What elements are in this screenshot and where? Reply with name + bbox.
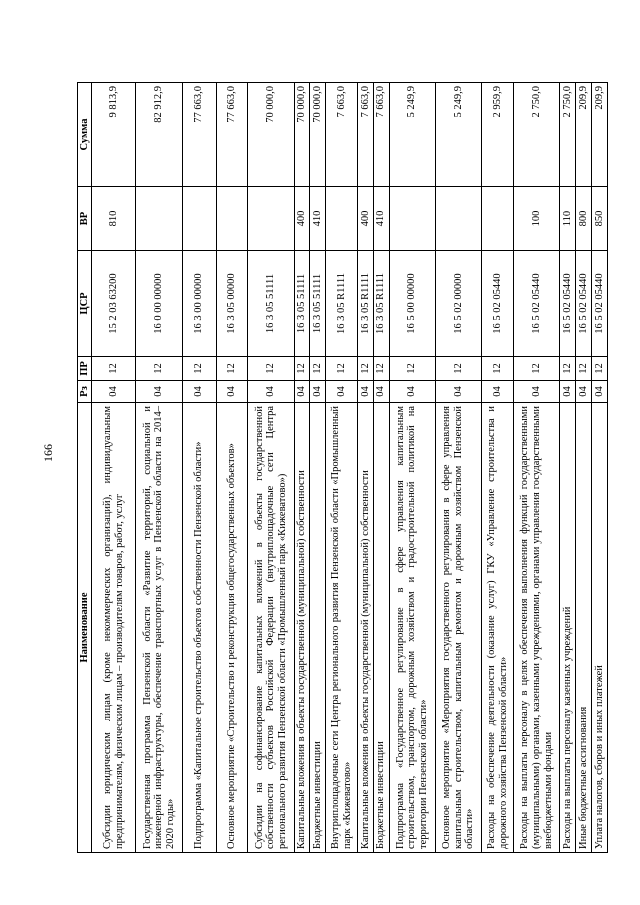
row-rz: 04 [182, 381, 216, 403]
row-vr: 400 [357, 187, 373, 251]
table-row [373, 83, 389, 853]
row-csr: 16 3 05 R1111 [357, 251, 373, 357]
row-vr [435, 187, 481, 251]
row-vr [389, 187, 435, 251]
row-name: Расходы на обеспечение деятельности (оказание услуг) ГКУ «Управление строительства и дорожного хозяйства Пензенской области» [482, 403, 514, 853]
row-name: Государственная программа Пензенской области «Развитие территорий, социальной и инженерной инфраструктуры, обеспечение транспортных услуг в Пензенской области на 2014–2020 годы» [136, 403, 182, 853]
row-pr: 12 [373, 357, 389, 381]
row-rz: 04 [435, 381, 481, 403]
row-vr [248, 187, 294, 251]
row-pr: 12 [182, 357, 216, 381]
header-sum: Сумма [78, 83, 92, 187]
row-csr: 16 5 02 00000 [435, 251, 481, 357]
row-csr: 16 0 00 00000 [136, 251, 182, 357]
table-row [357, 83, 373, 853]
row-sum: 5 249,9 [389, 83, 435, 187]
row-rz: 04 [294, 381, 310, 403]
row-name: Уплата налогов, сборов и иных платежей [592, 403, 608, 853]
rotated-page [77, 83, 608, 853]
row-csr: 16 3 05 51111 [248, 251, 294, 357]
row-sum: 2 750,0 [514, 83, 560, 187]
row-vr: 410 [373, 187, 389, 251]
table-row [389, 83, 435, 853]
row-sum: 70 000,0 [248, 83, 294, 187]
row-rz: 04 [482, 381, 514, 403]
row-rz: 04 [310, 381, 326, 403]
row-csr: 16 3 05 R1111 [373, 251, 389, 357]
row-vr [326, 187, 358, 251]
row-sum: 209,9 [592, 83, 608, 187]
row-vr: 810 [92, 187, 136, 251]
header-row [78, 83, 92, 853]
row-csr: 16 5 02 05440 [592, 251, 608, 357]
row-sum: 82 912,9 [136, 83, 182, 187]
row-sum: 70 000,0 [310, 83, 326, 187]
table-row [326, 83, 358, 853]
table-row [576, 83, 592, 853]
row-rz: 04 [576, 381, 592, 403]
table-row [216, 83, 248, 853]
row-csr: 16 5 02 05440 [576, 251, 592, 357]
row-name: Расходы на выплаты персоналу казенных учреждений [560, 403, 576, 853]
table-row [310, 83, 326, 853]
row-pr: 12 [576, 357, 592, 381]
row-csr: 16 5 00 00000 [389, 251, 435, 357]
row-name: Внутриплощадочные сети Центра регионального развития Пензенской области «Промышленный парк «Кижеватово» [326, 403, 358, 853]
row-pr: 12 [294, 357, 310, 381]
row-rz: 04 [92, 381, 136, 403]
row-pr: 12 [216, 357, 248, 381]
header-csr: ЦСР [78, 251, 92, 357]
row-pr: 12 [248, 357, 294, 381]
row-pr: 12 [136, 357, 182, 381]
table-row [435, 83, 481, 853]
row-name: Подпрограмма «Государственное регулирование в сфере управления капитальным строительством, транспортом, дорожным хозяйством и градостроительной политикой на территории Пензенской области» [389, 403, 435, 853]
row-sum: 2 750,0 [560, 83, 576, 187]
row-sum: 2 959,9 [482, 83, 514, 187]
row-rz: 04 [373, 381, 389, 403]
table-row [482, 83, 514, 853]
row-name: Основное мероприятие «Строительство и реконструкция общегосударственных объектов» [216, 403, 248, 853]
row-csr: 15 2 03 63200 [92, 251, 136, 357]
row-pr: 12 [326, 357, 358, 381]
row-vr: 100 [514, 187, 560, 251]
row-name: Субсидии юридическим лицам (кроме некоммерческих организаций), индивидуальным предпринимателям, физическим лицам – производителям товаров, работ, услуг [92, 403, 136, 853]
row-rz: 04 [514, 381, 560, 403]
row-vr [136, 187, 182, 251]
row-sum: 7 663,0 [373, 83, 389, 187]
row-name: Подпрограмма «Капитальное строительство объектов собственности Пензенской области» [182, 403, 216, 853]
row-csr: 16 3 05 R1111 [326, 251, 358, 357]
header-pr: ПР [78, 357, 92, 381]
row-sum: 9 813,9 [92, 83, 136, 187]
row-pr: 12 [389, 357, 435, 381]
row-name: Иные бюджетные ассигнования [576, 403, 592, 853]
row-rz: 04 [389, 381, 435, 403]
row-vr [216, 187, 248, 251]
table-row [136, 83, 182, 853]
row-sum: 5 249,9 [435, 83, 481, 187]
row-csr: 16 3 05 00000 [216, 251, 248, 357]
row-vr [482, 187, 514, 251]
row-name: Бюджетные инвестиции [310, 403, 326, 853]
row-name: Капитальные вложения в объекты государственной (муниципальной) собственности [294, 403, 310, 853]
row-vr: 410 [310, 187, 326, 251]
row-csr: 16 5 02 05440 [482, 251, 514, 357]
header-name: Наименование [78, 403, 92, 853]
row-rz: 04 [216, 381, 248, 403]
row-vr [182, 187, 216, 251]
row-rz: 04 [560, 381, 576, 403]
row-sum: 209,9 [576, 83, 592, 187]
row-csr: 16 3 05 51111 [310, 251, 326, 357]
row-csr: 16 3 00 00000 [182, 251, 216, 357]
row-sum: 77 663,0 [216, 83, 248, 187]
row-sum: 77 663,0 [182, 83, 216, 187]
row-csr: 16 3 05 51111 [294, 251, 310, 357]
row-rz: 04 [357, 381, 373, 403]
table-row [514, 83, 560, 853]
row-name: Расходы на выплаты персоналу в целях обеспечения выполнения функций государственными (муниципальными) органами, казенными учреждениями, органами управления государственными внебюджетными фондами [514, 403, 560, 853]
row-pr: 12 [560, 357, 576, 381]
row-vr: 400 [294, 187, 310, 251]
table-row [182, 83, 216, 853]
table-row [592, 83, 608, 853]
row-rz: 04 [136, 381, 182, 403]
row-vr: 850 [592, 187, 608, 251]
row-pr: 12 [435, 357, 481, 381]
row-pr: 12 [592, 357, 608, 381]
row-rz: 04 [326, 381, 358, 403]
row-sum: 7 663,0 [326, 83, 358, 187]
row-pr: 12 [310, 357, 326, 381]
row-sum: 70 000,0 [294, 83, 310, 187]
row-csr: 16 5 02 05440 [560, 251, 576, 357]
row-name: Основное мероприятие «Мероприятия государственного регулирования в сфере управления капитальным строительством, капитальным ремонтом и дорожным хозяйством Пензенской области» [435, 403, 481, 853]
table-row [248, 83, 294, 853]
header-vr: ВР [78, 187, 92, 251]
row-name: Субсидии на софинансирование капитальных вложений в объекты государственной собственности субъектов Российской Федерации (внутриплощадочные сети Центра регионального развития Пензенской области «Промышленный парк «Кижеватово») [248, 403, 294, 853]
header-rz: Рз [78, 381, 92, 403]
row-csr: 16 5 02 05440 [514, 251, 560, 357]
row-name: Бюджетные инвестиции [373, 403, 389, 853]
budget-table [77, 82, 608, 853]
row-pr: 12 [92, 357, 136, 381]
row-vr: 110 [560, 187, 576, 251]
row-vr: 800 [576, 187, 592, 251]
row-name: Капитальные вложения в объекты государственной (муниципальной) собственности [357, 403, 373, 853]
row-pr: 12 [357, 357, 373, 381]
table-row [92, 83, 136, 853]
row-rz: 04 [248, 381, 294, 403]
row-rz: 04 [592, 381, 608, 403]
page-number: 166 [41, 444, 55, 462]
row-sum: 7 663,0 [357, 83, 373, 187]
row-pr: 12 [514, 357, 560, 381]
row-pr: 12 [482, 357, 514, 381]
table-row [294, 83, 310, 853]
table-row [560, 83, 576, 853]
